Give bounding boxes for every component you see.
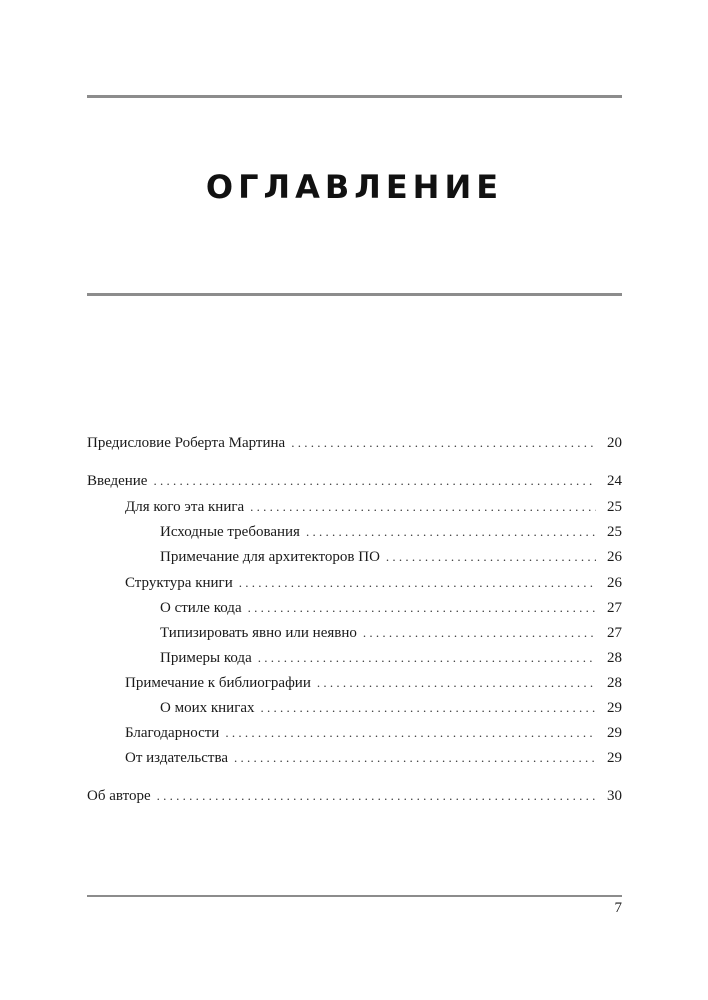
toc-entry-bibliography-note[interactable]	[125, 672, 622, 694]
toc-entry-book-structure[interactable]	[125, 572, 622, 594]
toc-entry-typing[interactable]	[160, 622, 622, 644]
toc-entry-acknowledgements[interactable]	[125, 722, 622, 744]
toc-entry-code-examples[interactable]	[160, 647, 622, 669]
toc-entry-label: Для кого эта книга	[125, 499, 245, 515]
toc-entry-page: 27	[607, 600, 622, 616]
dot-leader	[386, 546, 596, 568]
dot-leader	[157, 785, 596, 807]
page-title: ОГЛАВЛЕНИЕ	[205, 168, 504, 206]
toc-entry-my-books[interactable]	[160, 697, 622, 719]
toc-entry-label: Благодарности	[125, 725, 220, 741]
footer-rule	[87, 895, 622, 897]
toc-entry-code-style[interactable]	[160, 597, 622, 619]
toc-entry-page: 26	[607, 575, 622, 591]
dot-leader	[258, 647, 596, 669]
toc-entry-audience[interactable]	[125, 496, 622, 518]
toc-entry-label: Примеры кода	[160, 650, 252, 666]
dot-leader	[363, 622, 596, 644]
toc-entry-label: Введение	[87, 473, 148, 489]
toc-entry-label: Примечание к библиографии	[125, 675, 311, 691]
toc-entry-label: Об авторе	[87, 788, 151, 804]
dot-leader	[153, 470, 596, 492]
toc-entry-page: 20	[607, 435, 622, 451]
dot-leader	[261, 697, 596, 719]
toc-entry-page: 29	[607, 750, 622, 766]
page-number: 7	[614, 900, 622, 916]
toc-entry-architects-note[interactable]	[160, 546, 622, 568]
dot-leader	[291, 432, 596, 454]
toc-entry-page: 29	[607, 725, 622, 741]
toc-entry-page: 27	[607, 625, 622, 641]
toc-entry-publisher[interactable]	[125, 747, 622, 769]
toc-entry-label: О моих книгах	[160, 700, 255, 716]
toc-entry-label: Типизировать явно или неявно	[160, 625, 357, 641]
toc-entry-page: 25	[607, 499, 622, 515]
toc-entry-page: 28	[607, 650, 622, 666]
toc-entry-label: Примечание для архитекторов ПО	[160, 549, 380, 565]
title-bottom-rule	[87, 293, 622, 296]
dot-leader	[225, 722, 596, 744]
dot-leader	[248, 597, 596, 619]
toc-entry-label: От издательства	[125, 750, 229, 766]
toc-entry-label: О стиле кода	[160, 600, 242, 616]
toc-entry-foreword[interactable]	[87, 432, 622, 454]
top-rule	[87, 95, 622, 98]
toc-entry-page: 28	[607, 675, 622, 691]
toc-entry-page: 29	[607, 700, 622, 716]
dot-leader	[250, 496, 596, 518]
toc-entry-page: 25	[607, 524, 622, 540]
toc-entry-label: Предисловие Роберта Мартина	[87, 435, 286, 451]
toc-entry-prerequisites[interactable]	[160, 521, 622, 543]
dot-leader	[239, 572, 596, 594]
dot-leader	[317, 672, 596, 694]
toc-entry-label: Структура книги	[125, 575, 233, 591]
toc-entry-page: 26	[607, 549, 622, 565]
toc-entry-label: Исходные требования	[160, 524, 300, 540]
dot-leader	[306, 521, 596, 543]
dot-leader	[234, 747, 596, 769]
toc-entry-page: 24	[607, 473, 622, 489]
toc-entry-page: 30	[607, 788, 622, 804]
toc-entry-introduction[interactable]	[87, 470, 622, 492]
toc-entry-about-author[interactable]	[87, 785, 622, 807]
